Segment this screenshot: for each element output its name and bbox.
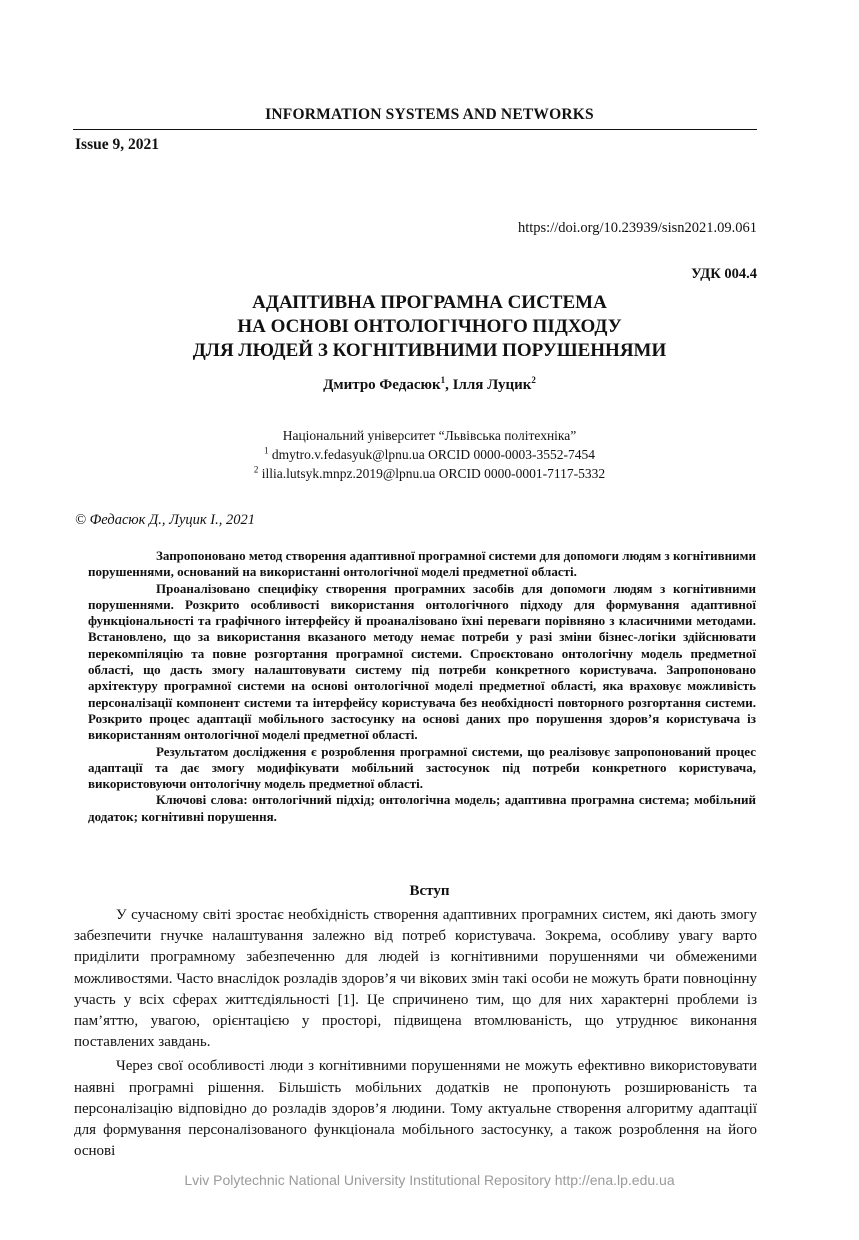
title-line: ДЛЯ ЛЮДЕЙ З КОГНІТИВНИМИ ПОРУШЕННЯМИ (192, 340, 667, 361)
title-line: НА ОСНОВІ ОНТОЛОГІЧНОГО ПІДХОДУ (237, 316, 622, 337)
copyright-line: © Федасюк Д., Луцик І., 2021 (75, 512, 255, 528)
issue-label: Issue 9, 2021 (75, 136, 159, 153)
keywords: Ключові слова: онтологічний підхід; онтологічна модель; адаптивна програмна система; мобільний додаток; когнітивні порушення. (88, 792, 756, 824)
affiliation-block (0, 426, 859, 483)
repository-footer: Lviv Polytechnic National University Institutional Repository http://ena.lp.edu.ua (184, 1172, 675, 1188)
author-name: Ілля Луцик (452, 377, 532, 393)
author-name: Дмитро Федасюк (323, 377, 441, 393)
affil-mark: 2 (253, 464, 259, 475)
author-separator: , (445, 377, 453, 393)
title-line: АДАПТИВНА ПРОГРАМНА СИСТЕМА (252, 292, 607, 313)
article-title (0, 291, 859, 363)
abstract (88, 548, 756, 825)
affil-mark: 1 (263, 445, 269, 456)
author-list (0, 377, 859, 394)
body-paragraph: У сучасному світі зростає необхідність створення адаптивних програмних систем, які дають змогу забезпечити гнучке налаштування залежно від потреб користувача. Зокрема, особливу увагу варто приділити програмному забезпеченню для людей із когнітивними порушеннями чи обмеженими можливостями. Часто внаслідок розладів здоров’я чи вікових змін такі особи не можуть брати повноцінну участь у всіх сферах життєдіяльності [1]. Це спричинено тим, що для них характерні проблеми із пам’яттю, увагою, орієнтацією у просторі, підвищена втомлюваність, що утруднює виконання поставлених завдань. (74, 907, 757, 1051)
doi-link[interactable]: https://doi.org/10.23939/sisn2021.09.061 (517, 220, 757, 236)
contact-text: dmytro.v.fedasyuk@lpnu.ua ORCID 0000-0003-3552-7454 (268, 447, 596, 462)
intro-body (74, 905, 757, 1165)
author-affil-mark: 2 (531, 375, 536, 385)
abstract-paragraph: Проаналізовано специфіку створення програмних засобів для допомоги людям з когнітивними порушеннями. Розкрито особливості використання онтологічного підходу для формування адаптивної функціональності та графічного інтерфейсу й проаналізовано їхні переваги порівняно з класичними методами. Встановлено, що за використання вказаного методу немає потреби у разі зміни бізнес-логіки здійснювати перекомпіляцію та повне розгортання програмної системи. Спроєктовано онтологічну модель предметної області, що дасть змогу налаштовувати систему під потреби конкретного користувача. Запропоновано архітектуру програмної системи на основі онтологічної моделі предметної області, яка враховує можливість персоналізації компонент системи та інтерфейсу користувача без необхідності повторного розгортання системи. Розкрито процес адаптації мобільного застосунку на основі даних про порушення здоров’я користувача із використанням онтологічної моделі предметної області. (88, 580, 756, 743)
abstract-paragraph: Запропоновано метод створення адаптивної програмної системи для допомоги людям з когнітивними порушеннями, оснований на використанні онтологічної моделі предметної області. (88, 548, 756, 580)
abstract-paragraph: Результатом дослідження є розроблення програмної системи, що реалізовує запропонований процес адаптації та дає змогу модифікувати мобільний застосунок під потреби конкретного користувача, використовуючи онтологічну модель предметної області. (88, 743, 756, 792)
author-contact (0, 445, 859, 464)
journal-name: INFORMATION SYSTEMS AND NETWORKS (265, 106, 594, 123)
contact-text: illia.lutsyk.mnpz.2019@lpnu.ua ORCID 0000-0001-7117-5332 (258, 466, 606, 481)
body-paragraph: Через свої особливості люди з когнітивними порушеннями не можуть ефективно використовувати наявні програмні рішення. Більшість мобільних додатків не пропонують розширюваність та персоналізацію відповідно до розладів здоров’я людини. Тому актуальне створення алгоритму адаптації для формування персоналізованого функціонала мобільного застосунку, а також розроблення на його основі (74, 1058, 757, 1160)
header-rule (73, 129, 757, 130)
section-heading: Вступ (409, 883, 450, 899)
udk-code: УДК 004.4 (691, 266, 757, 282)
author-affil-mark: 1 (440, 375, 446, 385)
author-contact (0, 464, 859, 483)
university-name: Національний університет “Львівська політехніка” (282, 428, 577, 443)
